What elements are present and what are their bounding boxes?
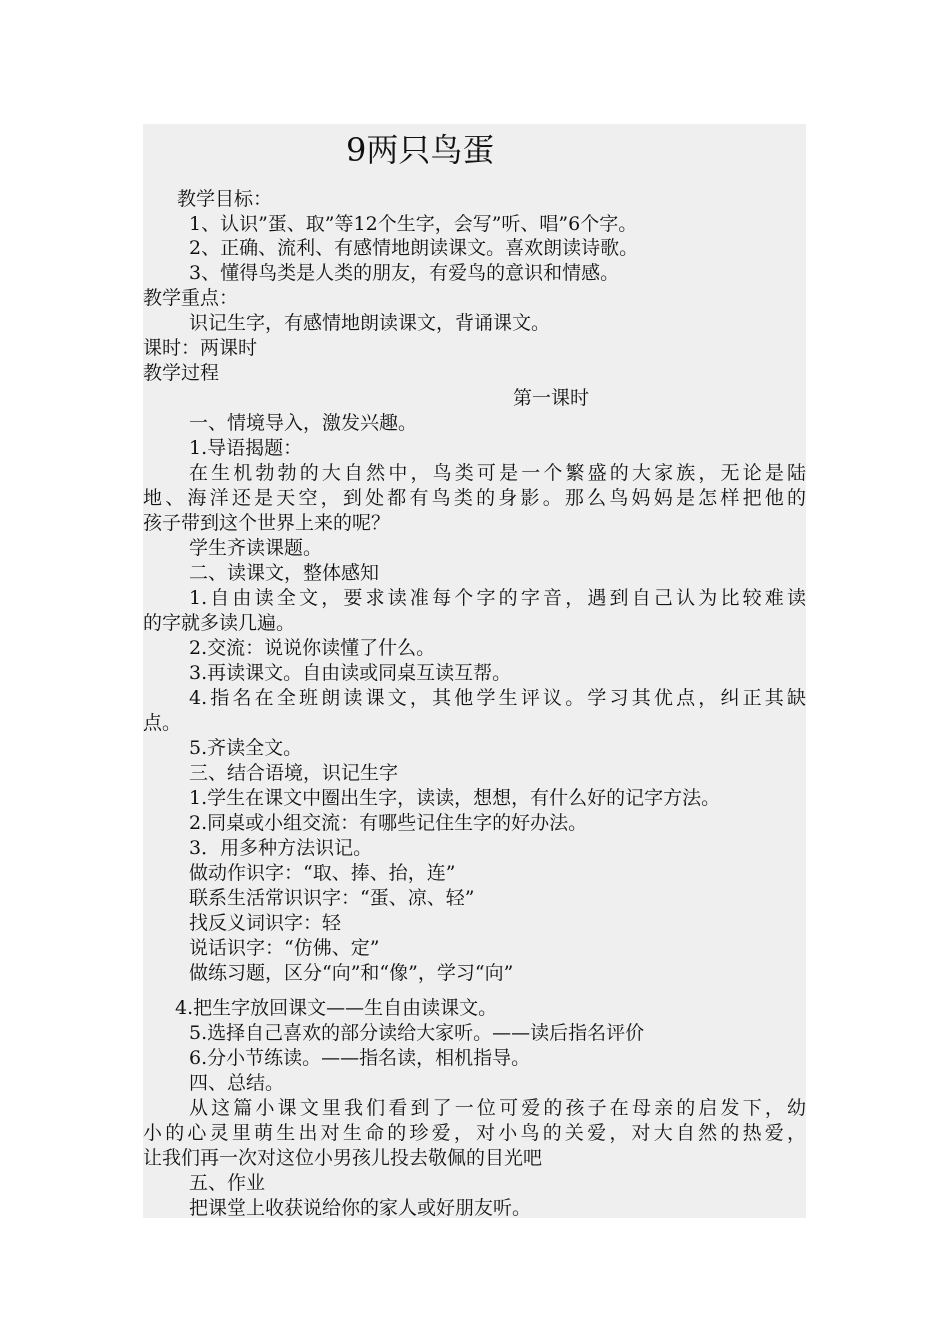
step-item: 2.交流：说说你读懂了什么。 xyxy=(189,637,436,659)
step-item: 3.再读课文。自由读或同桌互读互帮。 xyxy=(189,662,512,684)
class-hours: 课时：两课时 xyxy=(143,337,258,359)
homework-text: 把课堂上收获说给你的家人或好朋友听。 xyxy=(189,1197,532,1219)
process-heading: 教学过程 xyxy=(143,362,220,384)
step-item: 4.把生字放回课文——生自由读课文。 xyxy=(175,997,498,1019)
paragraph-line: 小的心灵里萌生出对生命的珍爱，对小鸟的关爱，对大自然的热爱， xyxy=(143,1122,806,1144)
step-item: 5.选择自己喜欢的部分读给大家听。——读后指名评价 xyxy=(189,1022,645,1044)
goal-item: 1、认识”蛋、取”等12个生字，会写”听、唱”6个字。 xyxy=(189,213,638,235)
paragraph-line: 让我们再一次对这位小男孩儿投去敬佩的目光吧 xyxy=(143,1147,543,1169)
paragraph-line: 在生机勃勃的大自然中，鸟类可是一个繁盛的大家族，无论是陆 xyxy=(189,462,806,484)
step-item-continuation: 点。 xyxy=(143,712,182,734)
step-item: 5.齐读全文。 xyxy=(189,737,303,759)
step-item: 1.自由读全文，要求读准每个字的字音，遇到自己认为比较难读 xyxy=(189,587,806,609)
step-item: 4.指名在全班朗读课文，其他学生评议。学习其优点，纠正其缺 xyxy=(189,687,806,709)
section-heading: 四、总结。 xyxy=(189,1072,285,1094)
paragraph-line: 从这篇小课文里我们看到了一位可爱的孩子在母亲的启发下，幼 xyxy=(189,1097,806,1119)
step-item: 1.学生在课文中圈出生字，读读，想想，有什么好的记字方法。 xyxy=(189,787,721,809)
section-heading: 五、作业 xyxy=(189,1172,266,1194)
step-item: 2.同桌或小组交流：有哪些记住生字的好办法。 xyxy=(189,812,588,834)
step-item: 1.导语揭题： xyxy=(189,437,303,459)
method-item: 做动作识字：“取、捧、抬，连” xyxy=(189,862,456,884)
lesson-heading: 第一课时 xyxy=(513,387,590,409)
method-item: 做练习题，区分“向”和“像”，学习“向” xyxy=(189,962,514,984)
step-item: 6.分小节练读。——指名读，相机指导。 xyxy=(189,1047,531,1069)
step-item: 3．用多种方法识记。 xyxy=(189,837,373,859)
section-heading: 三、结合语境，识记生字 xyxy=(189,762,399,784)
paragraph-line: 地、海洋还是天空，到处都有鸟类的身影。那么鸟妈妈是怎样把他的 xyxy=(143,487,806,509)
step-item-continuation: 的字就多读几遍。 xyxy=(143,612,296,634)
goal-item: 2、正确、流利、有感情地朗读课文。喜欢朗读诗歌。 xyxy=(189,237,639,259)
document-title: 9两只鸟蛋 xyxy=(346,131,495,169)
goals-heading: 教学目标： xyxy=(177,188,273,210)
section-heading: 一、情境导入，激发兴趣。 xyxy=(189,412,418,434)
method-item: 找反义词识字：轻 xyxy=(189,912,342,934)
step-item: 学生齐读课题。 xyxy=(189,537,323,559)
method-item: 联系生活常识识字：“蛋、凉、轻” xyxy=(189,887,475,909)
key-points-heading: 教学重点： xyxy=(143,287,239,309)
paragraph-line: 孩子带到这个世界上来的呢？ xyxy=(143,512,391,534)
goal-item: 3、懂得鸟类是人类的朋友，有爱鸟的意识和情感。 xyxy=(189,262,620,284)
section-heading: 二、读课文，整体感知 xyxy=(189,562,380,584)
key-points-text: 识记生字，有感情地朗读课文，背诵课文。 xyxy=(189,312,551,334)
method-item: 说话识字：“仿佛、定” xyxy=(189,937,380,959)
